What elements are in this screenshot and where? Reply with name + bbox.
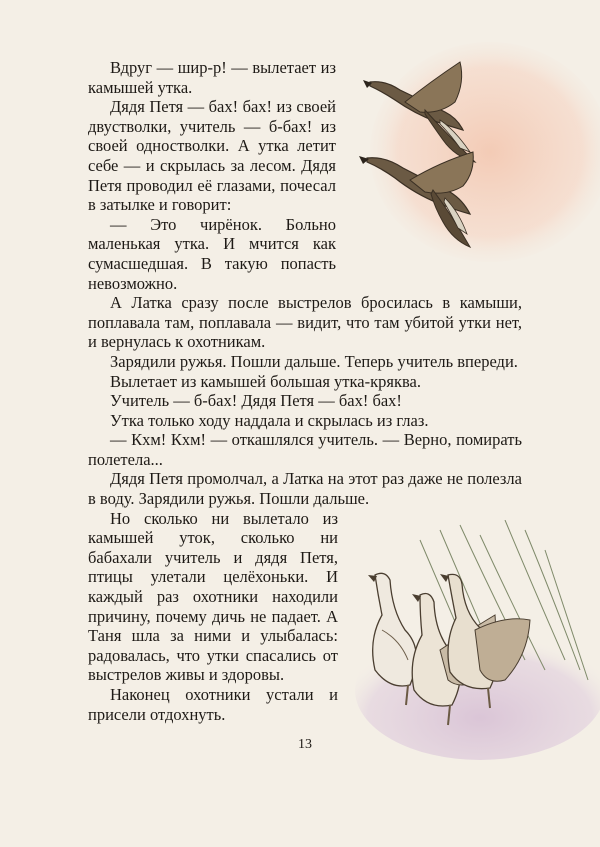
paragraph-12: Наконец охотники устали и присели отдохнуть. [88, 685, 338, 724]
pink-wash [370, 42, 600, 262]
paragraph-9: — Кхм! Кхм! — откашлялся учитель. — Верно, помирать полетела... [88, 430, 522, 469]
paragraph-4: А Латка сразу после выстрелов бросилась в камыши, поплавала там, поплавала — видит, что там убитой утки нет, и вернулась к охотникам. [88, 293, 522, 352]
paragraph-1: Вдруг — шир-р! — вылетает из камышей утка. [88, 58, 336, 97]
page-number: 13 [298, 737, 312, 752]
paragraph-10: Дядя Петя промолчал, а Латка на этот раз даже не полезла в воду. Зарядили ружья. Пошли дальше. [88, 469, 522, 509]
paragraph-5: Зарядили ружья. Пошли дальше. Теперь учитель впереди. [110, 351, 518, 371]
paragraph-7: Учитель — б-бах! Дядя Петя — бах! бах! [110, 391, 402, 411]
paragraph-3: — Это чирёнок. Больно маленькая утка. И мчится как сумасшедшая. В такую попасть невозможно. [88, 214, 336, 293]
paragraph-11: Но сколько ни вылетало из камышей уток, сколько ни бабахали учитель и дядя Петя, птицы улетали целёхоньки. И каждый раз охотники находили причину, почему дичь не падает. А Таня шла за ними и улыбалась: радовалась, что утки спасались от выстрелов живы и здоровы. [88, 508, 338, 685]
ducks-in-reeds-illustration [330, 520, 600, 760]
flying-ducks-illustration [345, 22, 600, 272]
paragraph-2: Дядя Петя — бах! бах! из своей двустволки, учитель — б-бах! из своей одностволки. А утка летит себе — и скрылась за лесом. Дядя Петя проводил её глазами, почесал в затылке и говорит: [88, 97, 336, 215]
standing-duck-left [368, 573, 416, 686]
paragraph-8: Утка только ходу наддала и скрылась из глаз. [110, 410, 429, 430]
paragraph-6: Вылетает из камышей большая утка-кряква. [110, 371, 421, 391]
